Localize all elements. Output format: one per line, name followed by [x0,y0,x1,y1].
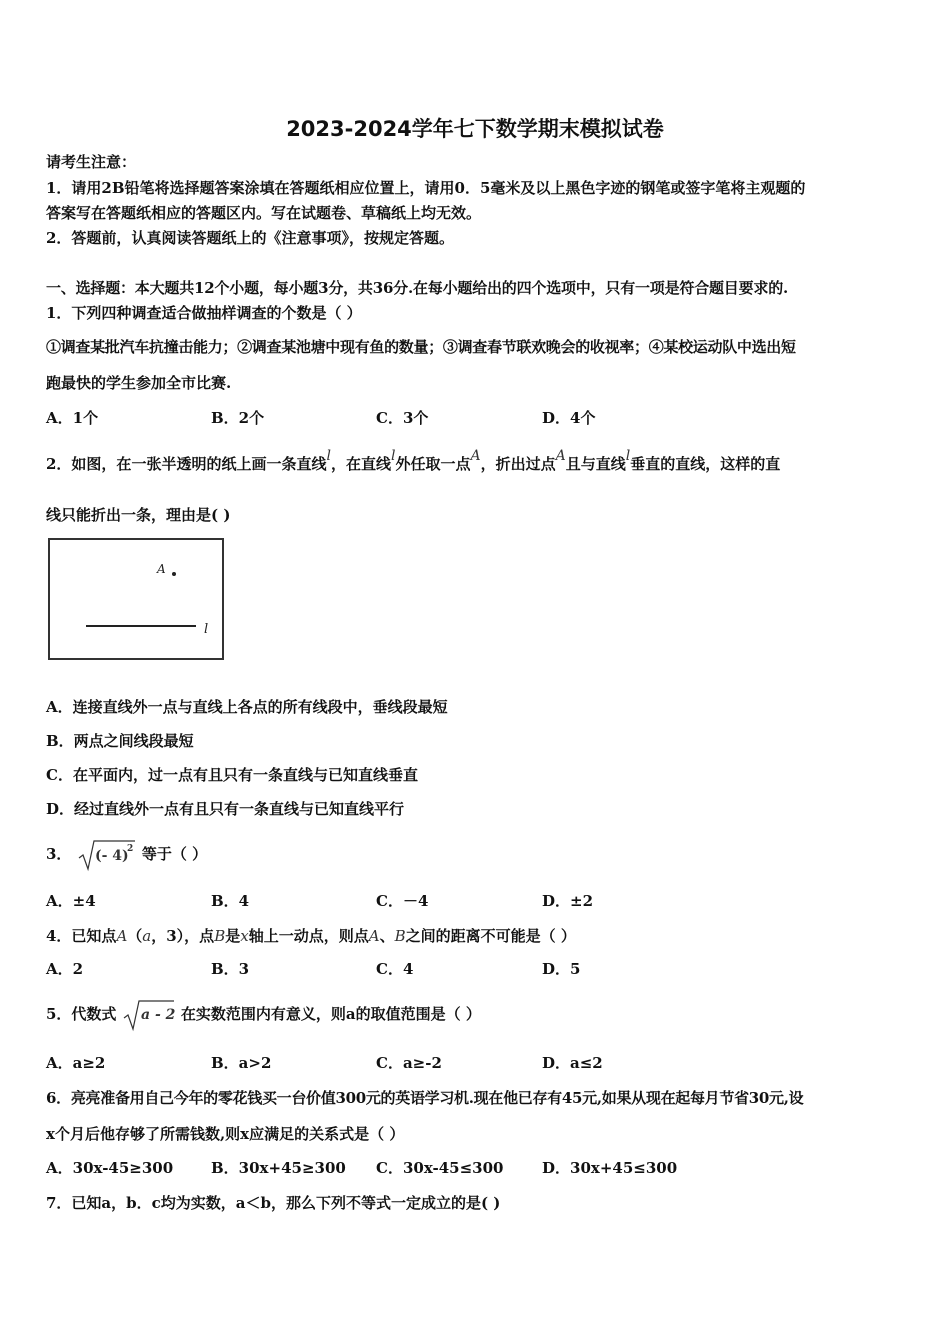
q3-stem [46,834,207,874]
q4-option-c: C．4 [376,960,414,978]
notice-heading: 请考生注意： [46,153,137,171]
q4-var-b-point-2: B [394,927,406,945]
q2-text-1: 2．如图，在一张半透明的纸上画一条直线 [46,455,327,473]
q2-text-6: 垂直的直线，这样的直 [630,455,781,473]
q3-option-a: A．±4 [46,892,96,910]
q5-option-b: B．a>2 [211,1054,272,1072]
q4-text-1: 4．已知点 [46,927,117,945]
q1-option-b: B．2个 [211,409,265,427]
q3-number: 3． [46,845,72,863]
q4-text-2: （ [127,927,143,945]
notice-line-3: 2．答题前，认真阅读答题纸上的《注意事项》，按规定答题。 [46,229,454,247]
q6-option-c: C．30x-45≤300 [376,1159,504,1177]
q4-text-6: 、 [379,927,395,945]
q2-text-4: ，折出过点 [480,455,556,473]
q4-var-a-point: A [116,927,128,945]
q1-option-a: A．1个 [46,409,99,427]
q6-option-a: A．30x-45≥300 [46,1159,174,1177]
q4-option-a: A．2 [46,960,84,978]
q3-option-b: B．4 [211,892,250,910]
q2-figure-svg [50,540,222,658]
q5-radicand: a - 2 [140,1007,176,1023]
q2-option-d: D．经过直线外一点有且只有一条直线与已知直线平行 [46,800,405,818]
q4-text-3: ，3），点 [151,927,215,945]
q4-var-x: x [240,927,249,945]
figure-point-label: A [157,562,166,576]
q6-stem-line-1: 6．亮亮准备用自己今年的零花钱买一台价值300元的英语学习机.现在他已存有45元,如果从现在起每月节省30元,设 [46,1089,804,1107]
q6-stem-line-2: x个月后他存够了所需钱数,则x应满足的关系式是（ ） [46,1125,405,1143]
q4-option-d: D．5 [542,960,581,978]
q7-stem: 7．已知a，b．c均为实数，a＜b，那么下列不等式一定成立的是( ) [46,1194,501,1212]
q5-option-c: C．a≥-2 [376,1054,442,1072]
q2-figure [48,538,224,660]
q2-stem-line-1 [46,448,781,475]
q2-option-a: A．连接直线外一点与直线上各点的所有线段中，垂线段最短 [46,698,448,716]
q2-text-5: 且与直线 [565,455,626,473]
q1-desc-2: 跑最快的学生参加全市比赛. [46,374,232,392]
q2-text-3: 外任取一点 [395,455,471,473]
page-title: 2023-2024学年七下数学期末模拟试卷 [286,117,664,141]
q5-stem [46,994,481,1034]
q4-var-a-point-2: A [368,927,380,945]
q2-text-2: ，在直线 [330,455,391,473]
q4-text-5: 轴上一动点，则点 [248,927,369,945]
q2-var-l-2: l [390,448,396,464]
q2-var-l-3: l [625,448,631,464]
q3-option-d: D．±2 [542,892,594,910]
section-heading: 一、选择题：本大题共12个小题，每小题3分，共36分.在每小题给出的四个选项中，只有一项是符合题目要求的. [46,279,789,297]
q4-text-7: 之间的距离不可能是（ ） [405,927,576,945]
q2-var-l-1: l [326,448,331,464]
q5-number: 5．代数式 [46,1005,117,1023]
q1-stem: 1．下列四种调查适合做抽样调查的个数是（ ） [46,304,362,322]
q4-text-4: 是 [225,927,241,945]
q1-option-d: D．4个 [542,409,596,427]
q1-option-c: C．3个 [376,409,429,427]
q2-option-c: C．在平面内，过一点有且只有一条直线与已知直线垂直 [46,766,418,784]
q3-option-c: C．－4 [376,892,429,910]
q4-stem [46,926,576,946]
q4-var-b-point: B [214,927,226,945]
notice-line-2: 答案写在答题纸相应的答题区内。写在试题卷、草稿纸上均无效。 [46,204,482,222]
q3-tail: 等于（ ） [141,845,208,863]
q5-tail: 在实数范围内有意义，则a的取值范围是（ ） [180,1005,481,1023]
notice-line-1: 1．请用2B铅笔将选择题答案涂填在答题纸相应位置上，请用0．5毫米及以上黑色字迹的钢笔或签字笔将主观题的 [46,179,806,197]
q3-radical [77,838,137,872]
q6-option-d: D．30x+45≤300 [542,1159,678,1177]
q4-option-b: B．3 [211,960,250,978]
q2-var-a-1: A [470,448,481,464]
q3-radicand: (- 4) [94,848,129,864]
q5-option-a: A．a≥2 [46,1054,106,1072]
q2-stem-line-2: 线只能折出一条，理由是( ) [46,506,231,524]
q5-option-d: D．a≤2 [542,1054,603,1072]
q2-option-b: B．两点之间线段最短 [46,732,194,750]
figure-line-label: l [204,622,209,637]
q2-var-a-2: A [555,448,566,464]
q6-option-b: B．30x+45≥300 [211,1159,346,1177]
figure-point-a [172,572,176,576]
q1-desc-1: ①调查某批汽车抗撞击能力；②调查某池塘中现有鱼的数量；③调查春节联欢晚会的收视率；④某校运动队中选出短 [46,338,796,356]
q3-exponent: 2 [126,844,133,854]
q5-radical [122,998,176,1032]
q4-var-a: a [142,927,152,945]
